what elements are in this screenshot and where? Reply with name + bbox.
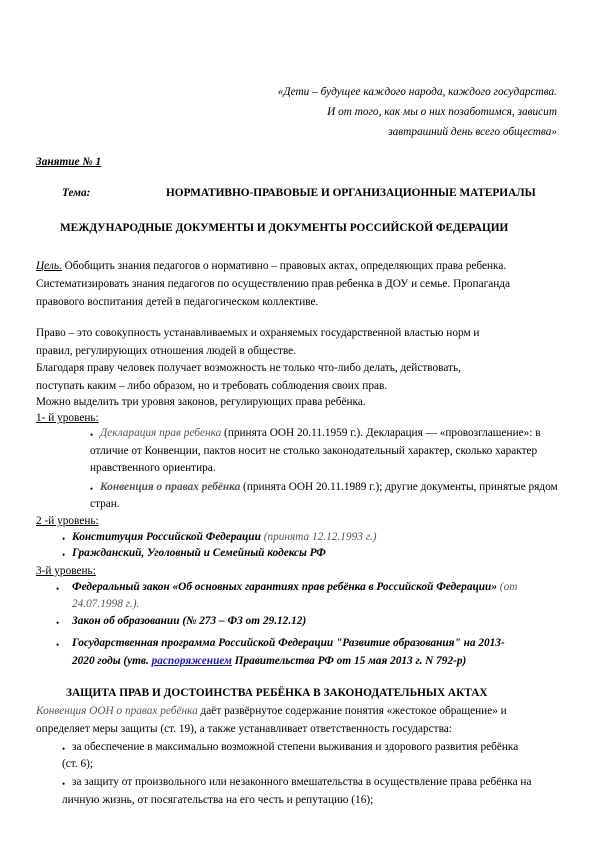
bullet-icon: •: [56, 584, 60, 594]
level-1-item-2-line-2: стран.: [90, 498, 120, 510]
theme-title: НОРМАТИВНО-ПРАВОВЫЕ И ОРГАНИЗАЦИОННЫЕ МАТЕРИАЛЫ: [166, 187, 536, 199]
convention-title: Конвенция о правах ребёнка: [100, 481, 241, 493]
bullet-icon: •: [90, 484, 94, 494]
bullet-icon: •: [62, 779, 66, 789]
level-3-item-1-line-2: 24.07.1998 г.).: [72, 598, 140, 610]
constitution-title: Конституция Российской Федерации: [72, 531, 261, 543]
epigraph-line-3: завтрашний день всего общества»: [388, 126, 557, 138]
decree-link[interactable]: распоряжением: [151, 655, 232, 667]
level-2-item-2: Гражданский, Уголовный и Семейный кодексы РФ: [72, 547, 326, 559]
rights-line-4: поступать каким – либо образом, но и требовать соблюдения своих прав.: [36, 380, 388, 392]
protection-bullet-2-line-1: за защиту от произвольного или незаконного вмешательства в осуществление права ребёнка на: [72, 776, 532, 788]
epigraph-line-2: И от того, как мы о них позаботимся, зависит: [327, 106, 557, 118]
section-title-international: МЕЖДУНАРОДНЫЕ ДОКУМЕНТЫ И ДОКУМЕНТЫ РОССИЙСКОЙ ФЕДЕРАЦИИ: [60, 222, 509, 234]
level-3-item-3-line-2: 2020 годы (утв. распоряжением Правительства РФ от 15 мая 2013 г. N 792-р): [72, 655, 467, 667]
protection-bullet-1-line-1: за обеспечение в максимально возможной степени выживания и здорового развития ребёнка: [72, 741, 519, 753]
federal-law-title: Федеральный закон «Об основных гарантиях прав ребёнка в Российской Федерации»: [72, 581, 497, 593]
goal-label: Цель.: [36, 260, 62, 272]
level-1-label: 1- й уровень:: [36, 412, 99, 424]
bullet-icon: •: [62, 744, 66, 754]
protection-line-2: определяет меры защиты (ст. 19), а также устанавливает ответственность государства:: [36, 723, 452, 735]
bullet-icon: •: [56, 618, 60, 628]
level-3-item-1-line-1: Федеральный закон «Об основных гарантиях прав ребёнка в Российской Федерации» (от: [72, 581, 518, 593]
goal-line-3: правового воспитания детей в педагогическом коллективе.: [36, 296, 319, 308]
bullet-icon: •: [62, 534, 66, 544]
section-title-protection: ЗАЩИТА ПРАВ И ДОСТОИНСТВА РЕБЁНКА В ЗАКОНОДАТЕЛЬНЫХ АКТАХ: [66, 687, 488, 699]
rights-line-2: правил, регулирующих отношения людей в обществе.: [36, 345, 297, 357]
protection-bullet-2-line-2: личную жизнь, от посягательства на его честь и репутацию (16);: [62, 794, 374, 806]
level-2-label: 2 -й уровень:: [36, 515, 99, 527]
level-2-item-1: Конституция Российской Федерации (принята 12.12.1993 г.): [72, 531, 377, 543]
level-1-item-1-line-2: отличие от Конвенции, пактов носит не столько законодательный характер, сколько характер: [90, 445, 538, 457]
theme-label: Тема:: [62, 187, 91, 199]
level-1-item-2-line-1: Конвенция о правах ребёнка (принята ООН 20.11.1989 г.); другие документы, принятые рядом: [100, 481, 558, 493]
protection-line-1: Конвенция ООН о правах ребёнка даёт развёрнутое содержание понятия «жестокое обращение» и: [36, 705, 507, 717]
goal-line-1: Цель. Обобщить знания педагогов о нормативно – правовых актах, определяющих права ребенка.: [36, 260, 507, 272]
level-3-label: 3-й уровень:: [36, 565, 96, 577]
lesson-number: Занятие № 1: [36, 156, 102, 168]
bullet-icon: •: [56, 640, 60, 650]
rights-line-5: Можно выделить три уровня законов, регулирующих права ребёнка.: [36, 396, 366, 408]
level-3-item-3-line-1: Государственная программа Российской Федерации "Развитие образования" на 2013-: [72, 637, 505, 649]
protection-bullet-1-line-2: (ст. 6);: [62, 758, 94, 770]
level-1-item-1-line-1: Декларация прав ребенка (принята ООН 20.11.1959 г.). Декларация — «провозглашение»: в: [100, 427, 541, 439]
epigraph-line-1: «Дети – будущее каждого народа, каждого государства.: [277, 86, 557, 98]
bullet-icon: •: [90, 430, 94, 440]
goal-line-2: Систематизировать знания педагогов по осуществлению прав ребенка в ДОУ и семье. Пропаганда: [36, 278, 511, 290]
declaration-title: Декларация прав ребенка: [100, 427, 222, 439]
bullet-icon: •: [62, 550, 66, 560]
rights-line-3: Благодаря праву человек получает возможность не только что-либо делать, действовать,: [36, 362, 462, 374]
level-1-item-1-line-3: нравственного ориентира.: [90, 462, 216, 474]
level-3-item-2: Закон об образовании (№ 273 – ФЗ от 29.12.12): [72, 615, 307, 627]
convention-reference: Конвенция ООН о правах ребёнка: [36, 705, 198, 717]
rights-line-1: Право – это совокупность устанавливаемых и охраняемых государственной властью норм и: [36, 327, 480, 339]
